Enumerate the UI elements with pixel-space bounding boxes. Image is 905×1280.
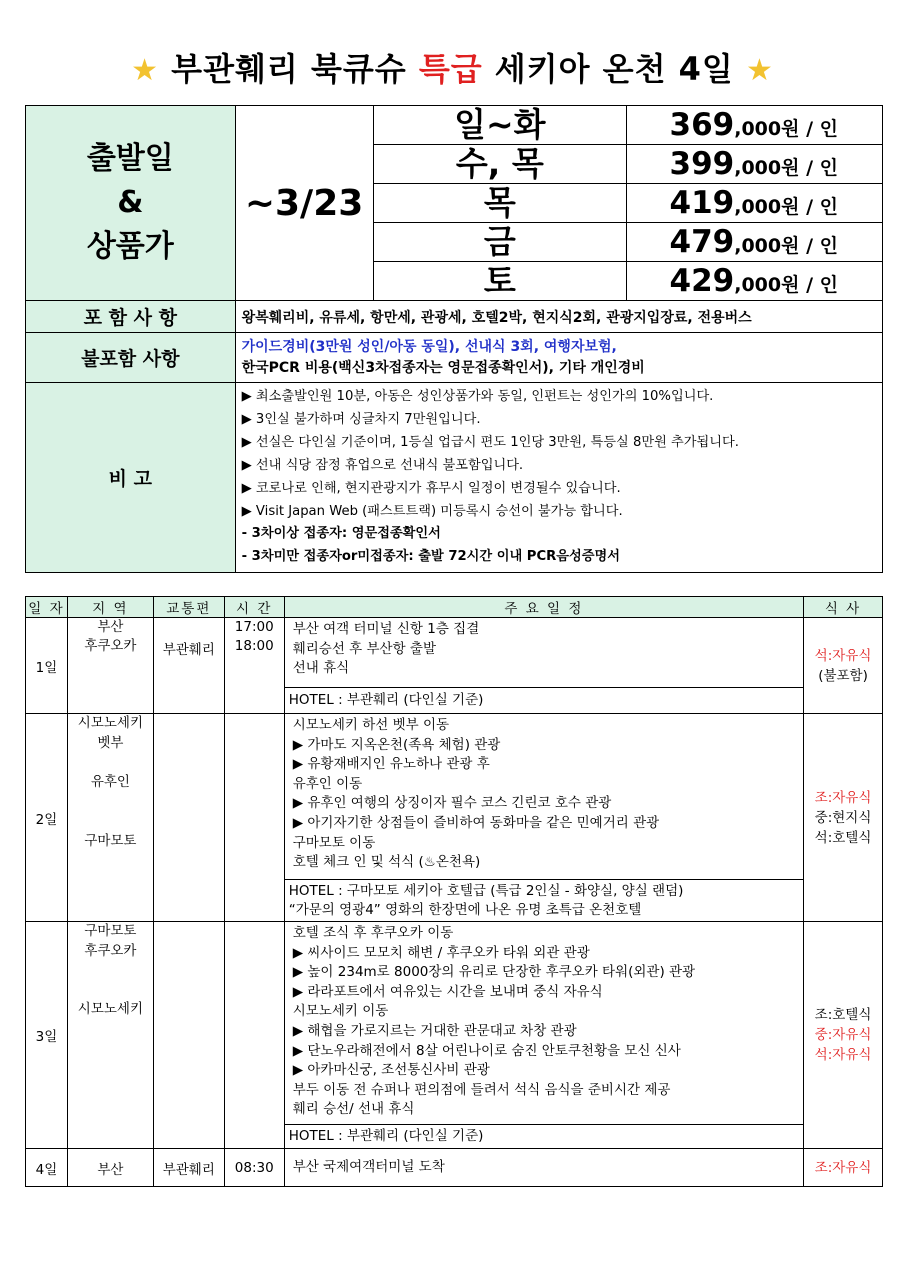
header-region: 지 역: [67, 597, 153, 618]
transport: 부관훼리: [153, 618, 224, 714]
notes-label: 비 고: [26, 383, 236, 573]
excluded-label: 불포함 사항: [26, 333, 236, 383]
meal-info: 조:자유식: [804, 1149, 883, 1187]
day-number: 3일: [26, 922, 68, 1149]
price-value: 369,000원 / 인: [627, 106, 883, 145]
header-itinerary: 주 요 일 정: [284, 597, 803, 618]
header-day: 일 자: [26, 597, 68, 618]
day-number: 2일: [26, 714, 68, 922]
itinerary-text: 시모노세키 하선 벳부 이동 ▶ 가마도 지옥온천(족욕 체험) 관광 ▶ 유황재배지인 유노하나 관광 후 유후인 이동 ▶ 유후인 여행의 상징이자 필수 코스 긴린코 호수 관광 ▶ 아기자기한 상점들이 즐비하여 동화마을 같은 민예거리 관광 구마모토 이동 호텔 체크 인 및 석식 (♨온천욕): [284, 714, 803, 880]
star-icon: ★: [131, 53, 160, 88]
header-time: 시 간: [224, 597, 284, 618]
note-item: ▶ 선내 식당 잠정 휴업으로 선내식 불포함입니다.: [241, 457, 524, 473]
region: 시모노세키 벳부 유후인 구마모토: [67, 714, 153, 922]
region: 부산 후쿠오카: [67, 618, 153, 714]
region: 부산: [67, 1149, 153, 1187]
title-pre: 부관훼리 북큐슈: [171, 50, 419, 88]
price-value: 399,000원 / 인: [627, 145, 883, 184]
hotel-info: HOTEL : 부관훼리 (다인실 기준): [284, 688, 803, 714]
transport: [153, 714, 224, 922]
title-post: 세키아 온천 4일: [482, 50, 734, 88]
itinerary-text: 호텔 조식 후 후쿠오카 이동 ▶ 씨사이드 모모치 해변 / 후쿠오카 타워 외관 관광 ▶ 높이 234m로 8000장의 유리로 단장한 후쿠오카 타워(외관) 관광 ▶ 라라포트에서 여유있는 시간을 보내며 중식 자유식 시모노세키 이동 ▶ 해협을 가로지르는 거대한 관문대교 차창 관광 ▶ 단노우라해전에서 8살 어린나이로 숨진 안토쿠천황을 모신 신사 ▶ 아카마신궁, 조선통신사비 관광 부두 이동 전 슈퍼나 편의점에 들려서 석식 음식을 준비시간 제공 훼리 승선/ 선내 휴식: [284, 922, 803, 1125]
included-label: 포 함 사 항: [26, 301, 236, 333]
note-item: ▶ 선실은 다인실 기준이며, 1등실 업급시 편도 1인당 3만원, 특등실 8만원 추가됩니다.: [241, 434, 739, 450]
notes-list: [235, 383, 882, 573]
time: 17:00 18:00: [224, 618, 284, 714]
itinerary-text: 부산 국제여객터미널 도착: [284, 1149, 803, 1187]
note-item: ▶ 최소출발인원 10분, 아동은 성인상품가와 동일, 인펀트는 성인가의 10%입니다.: [241, 389, 714, 404]
itinerary-text: 부산 여객 터미널 신항 1층 집결 훼리승선 후 부산항 출발 선내 휴식: [284, 618, 803, 688]
price-days: 일~화: [373, 106, 627, 145]
note-item: ▶ 3인실 불가하며 싱글차지 7만원입니다.: [241, 411, 481, 427]
time: [224, 714, 284, 922]
time: [224, 922, 284, 1149]
hotel-info: HOTEL : 구마모토 세키아 호텔급 (특급 2인실 - 화양실, 양실 랜덤) “가문의 영광4” 영화의 한장면에 나온 유명 초특급 온천호텔: [284, 880, 803, 922]
header-meal: 식 사: [804, 597, 883, 618]
note-item: - 3차이상 접종자: 영문접종확인서: [241, 526, 441, 542]
price-days: 토: [373, 262, 627, 301]
note-item: - 3차미만 접종자or미접종자: 출발 72시간 이내 PCR음성증명서: [241, 549, 620, 565]
price-days: 수, 목: [373, 145, 627, 184]
departure-label: 출발일 & 상품가: [26, 106, 236, 301]
region: 구마모토 후쿠오카 시모노세키: [67, 922, 153, 1149]
star-icon: ★: [745, 53, 774, 88]
price-value: 429,000원 / 인: [627, 262, 883, 301]
note-item: ▶ Visit Japan Web (패스트트랙) 미등록시 승선이 불가능 합니다.: [241, 503, 623, 519]
header-transport: 교통편: [153, 597, 224, 618]
excluded-items: 가이드경비(3만원 성인/아동 동일), 선내식 3회, 여행자보험, 한국PCR 비용(백신3차접종자는 영문접종확인서), 기타 개인경비: [235, 333, 882, 383]
price-table: [25, 105, 883, 573]
hotel-info: HOTEL : 부관훼리 (다인실 기준): [284, 1125, 803, 1149]
note-item: ▶ 코로나로 인해, 현지관광지가 휴무시 일정이 변경될수 있습니다.: [241, 480, 621, 496]
price-value: 419,000원 / 인: [627, 184, 883, 223]
meal-info: 조:호텔식 중:자유식 석:자유식: [804, 922, 883, 1149]
time: 08:30: [224, 1149, 284, 1187]
price-value: 479,000원 / 인: [627, 223, 883, 262]
day-number: 1일: [26, 618, 68, 714]
departure-date: ~3/23: [235, 106, 373, 301]
meal-info: 조:자유식 중:현지식 석:호텔식: [804, 714, 883, 922]
price-days: 목: [373, 184, 627, 223]
transport: 부관훼리: [153, 1149, 224, 1187]
meal-info: 석:자유식 (불포함): [804, 618, 883, 714]
title-highlight: 특급: [418, 50, 483, 88]
day-number: 4일: [26, 1149, 68, 1187]
schedule-table: [25, 596, 883, 1187]
page-title: [0, 44, 905, 90]
included-items: 왕복훼리비, 유류세, 항만세, 관광세, 호텔2박, 현지식2회, 관광지입장료, 전용버스: [235, 301, 882, 333]
price-days: 금: [373, 223, 627, 262]
transport: [153, 922, 224, 1149]
